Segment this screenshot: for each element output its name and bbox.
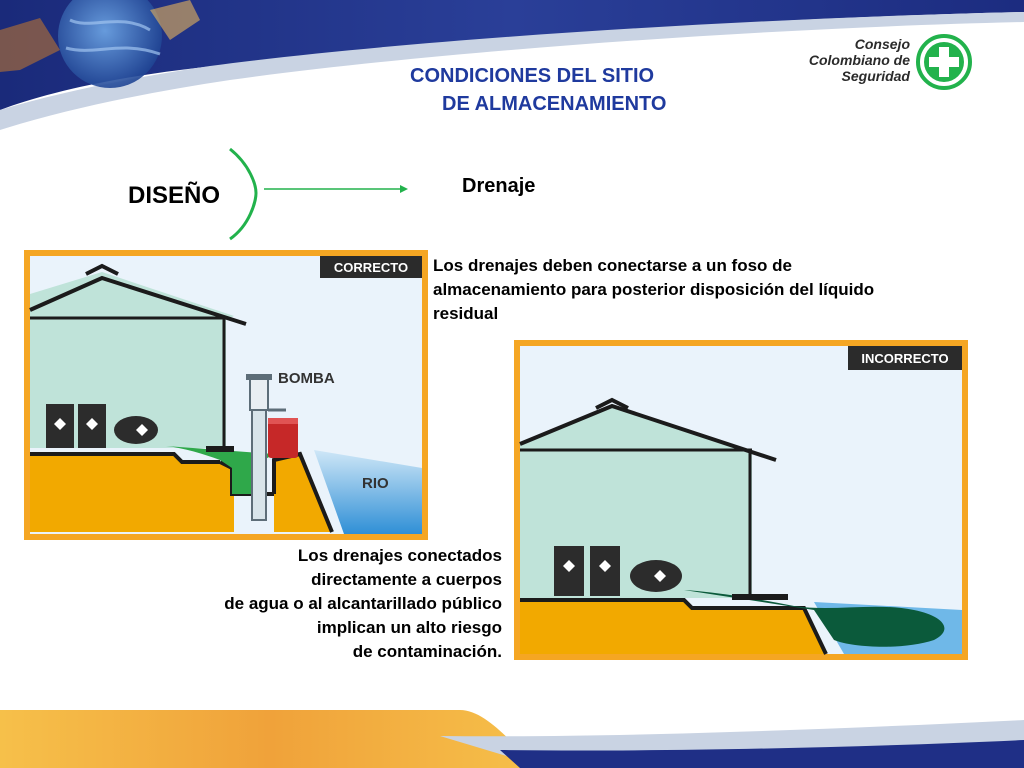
pump-label: BOMBA xyxy=(278,370,335,387)
incorrect-badge-text: INCORRECTO xyxy=(861,351,949,366)
incorrect-description-line2: directamente a cuerpos xyxy=(311,570,502,589)
footer-banner xyxy=(0,700,1024,768)
page-title-line1: CONDICIONES DEL SITIO xyxy=(410,65,655,87)
page-title xyxy=(380,62,760,118)
incorrect-illustration xyxy=(514,340,968,660)
brand-line2: Colombiano de xyxy=(808,52,910,68)
bracket-shape xyxy=(230,149,256,239)
incorrect-description xyxy=(160,544,502,664)
ground xyxy=(30,456,234,532)
pump-pipe xyxy=(252,410,266,520)
bracket-arrow-diagram xyxy=(220,145,420,245)
correct-description: Los drenajes deben conectarse a un foso de almacenamiento para posterior disposición del líquido residual xyxy=(433,256,875,323)
incorrect-description-line5: de contaminación. xyxy=(352,642,502,661)
diseno-label: DISEÑO xyxy=(128,182,221,209)
brand-line1: Consejo xyxy=(854,36,910,52)
incorrect-description-line3: de agua o al alcantarillado público xyxy=(224,594,502,613)
brand-name xyxy=(770,36,910,84)
green-cross-logo-icon xyxy=(916,34,972,90)
incorrect-description-line4: implican un alto riesgo xyxy=(316,618,502,637)
river-label: RIO xyxy=(362,475,389,492)
page-title-line2: DE ALMACENAMIENTO xyxy=(442,93,667,115)
drenaje-label: Drenaje xyxy=(462,175,536,197)
correct-illustration xyxy=(24,250,428,540)
incorrect-description-line1: Los drenajes conectados xyxy=(297,546,502,565)
arrow-head-icon xyxy=(400,185,408,193)
pump-body xyxy=(250,378,268,410)
correct-badge-text: CORRECTO xyxy=(333,260,409,275)
brand-line3: Seguridad xyxy=(841,68,910,84)
